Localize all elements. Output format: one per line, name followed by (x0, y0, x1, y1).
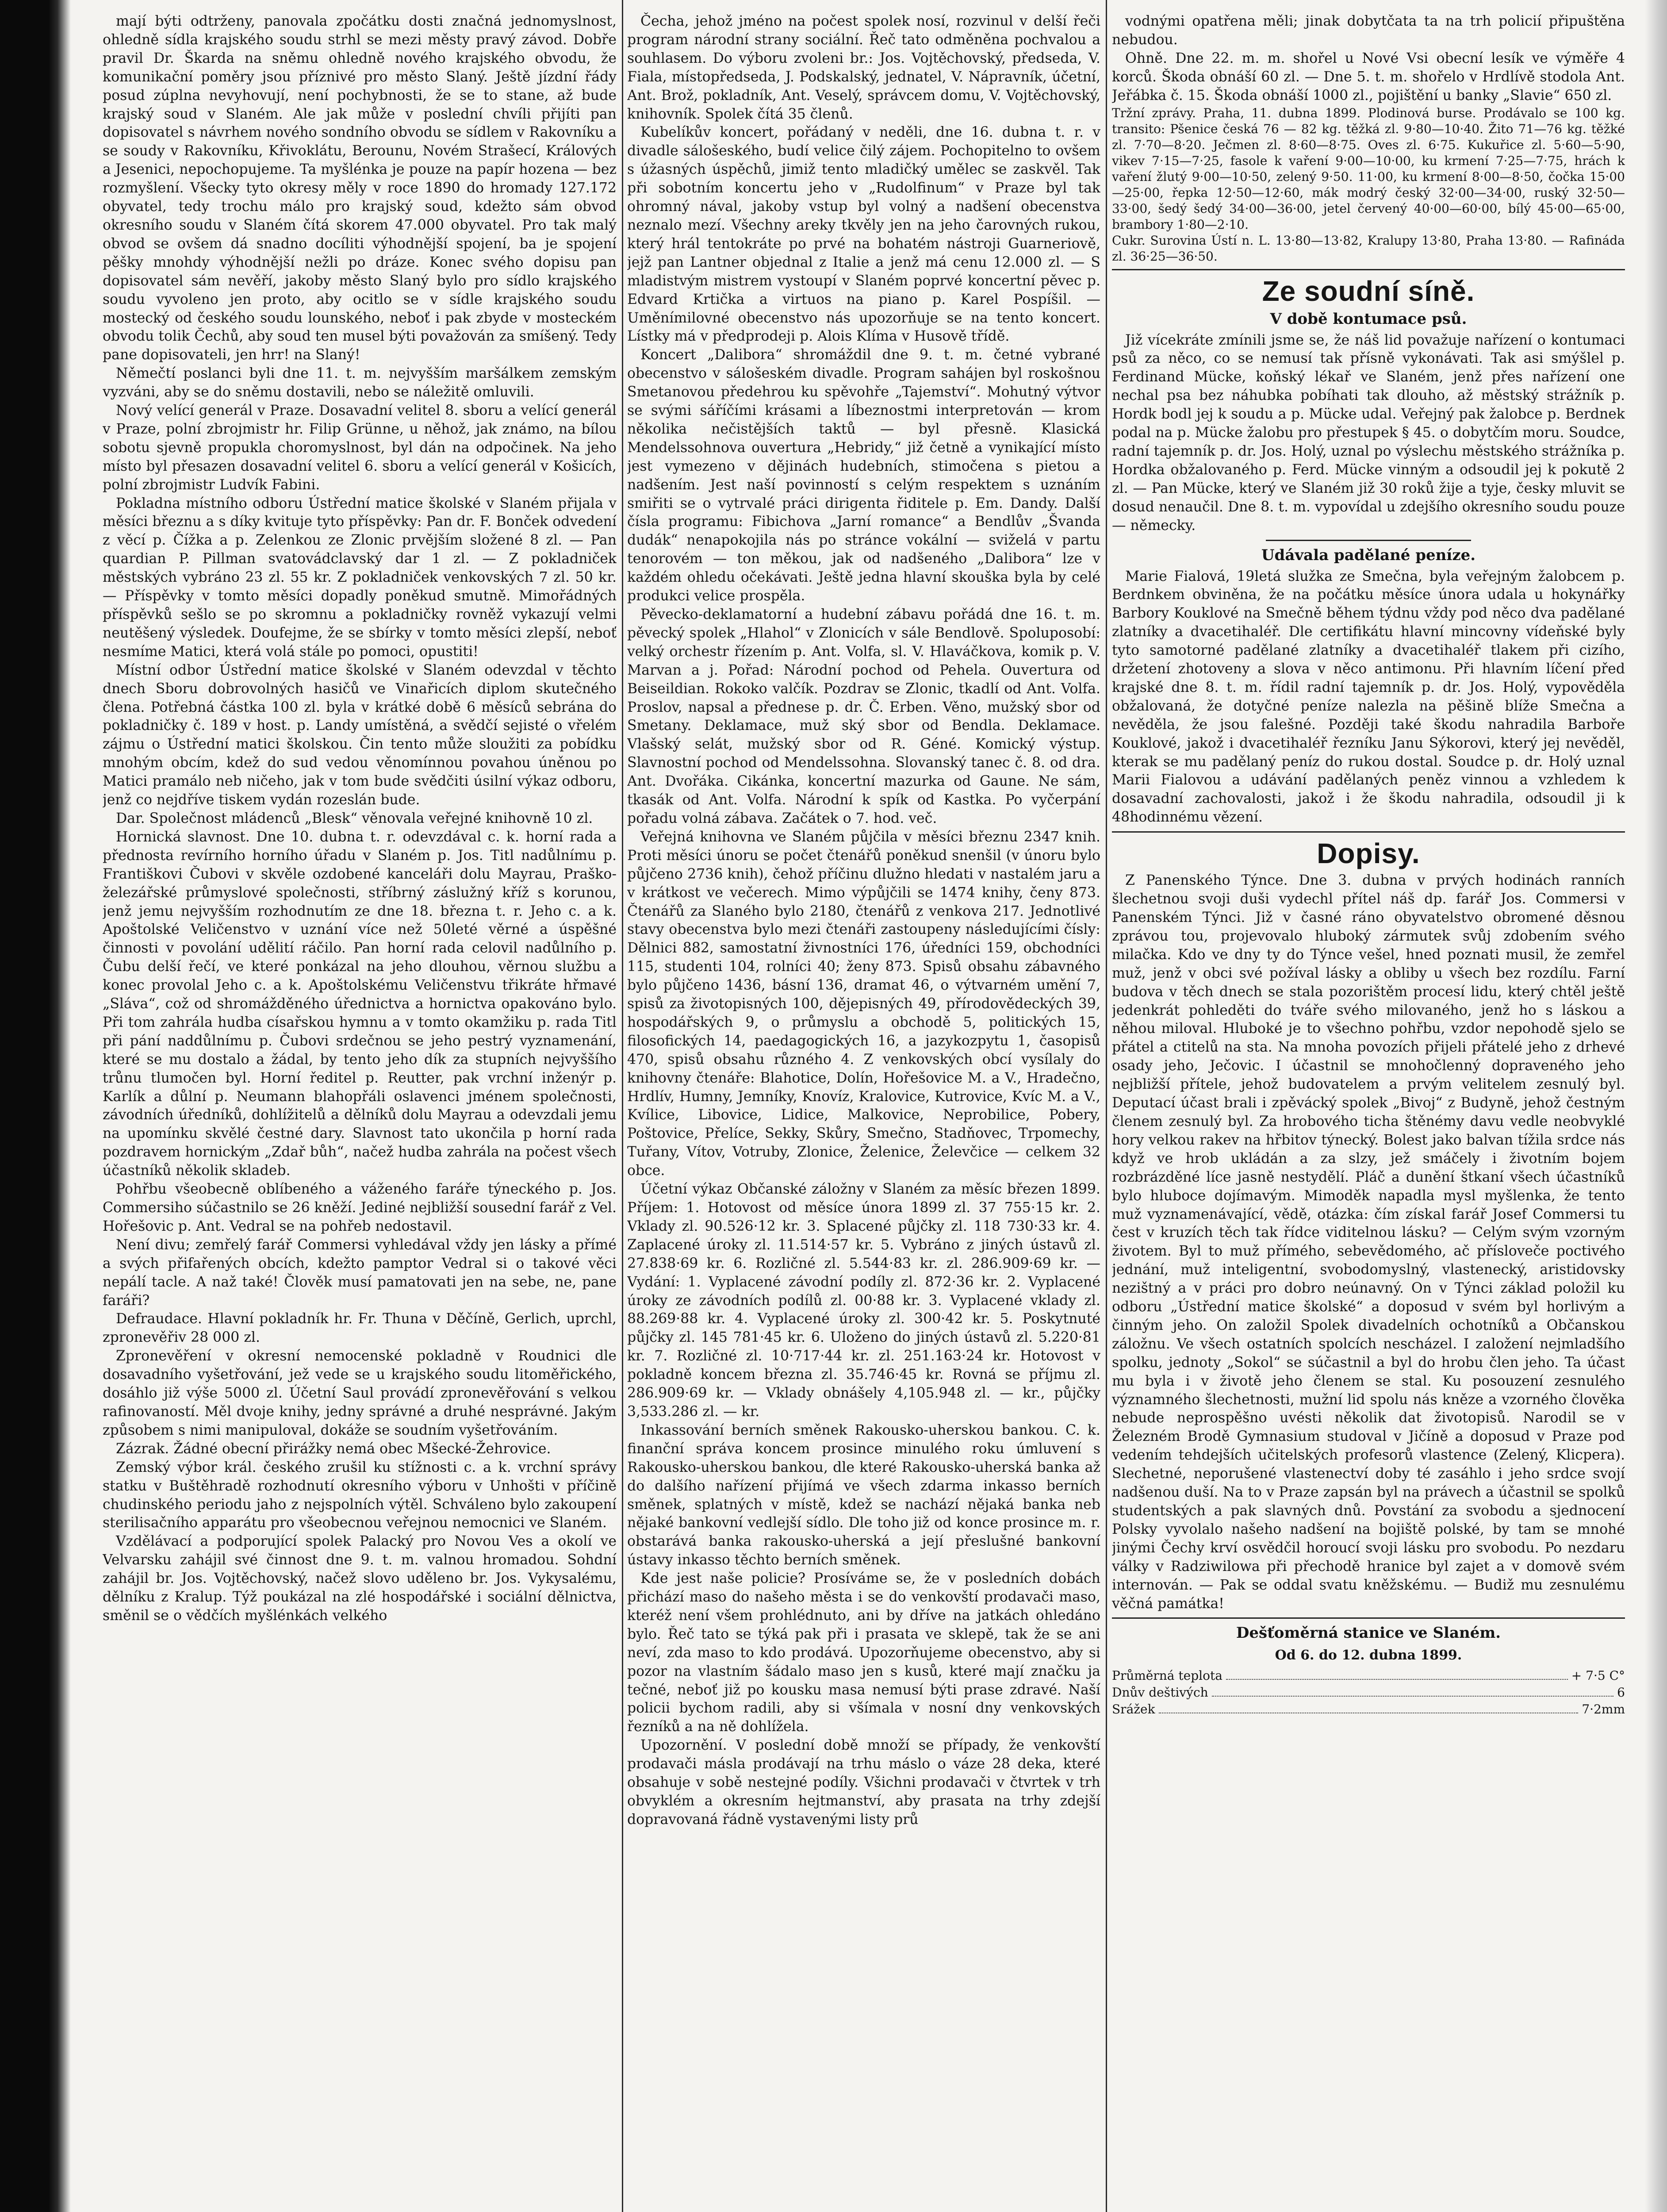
letters-section-title: Dopisy. (1317, 837, 1420, 870)
article-paragraph: Němečtí poslanci byli dne 11. t. m. nejvyšším maršálkem zemským vyzváni, aby se do sněmu dostavili, nebo se náležitě omluvili. (103, 365, 617, 400)
sugar-report: Cukr. Surovina Ústí n. L. 13·80—13·82, Kralupy 13·80, Praha 13·80. — Rafináda zl. 36·25—36·50. (1112, 233, 1625, 264)
article-paragraph: Koncert „Daliborа“ shromáždil dne 9. t. m. četné vybrané obecenstvo v sálošeském divadle. Program sahájen byl roskošnou Smetanovou předehrou ku spěvohře „Tajemství“. Mohutný výtvor se svými sáříčími krásami a líbeznostmi interpretován — krom několika nečistějších taktů — byl přesně. Klasická Mendelssohnova ouvertura „Hebridy,“ již četně a vynikající místo jest vymezeno v dějinách hudebních, stimočena s pietou a nadšením. Jest naší povinností s celým respektem s uznáním smiřiti se o vytrvalé práci dirigenta řiditele p. Em. Dandy. Další čísla programu: Fibichova „Jarní romance“ a Bendlův „Švanda dudák“ nenapokojila nás po stránce vokální — sviželá v partu tenorovém — ton měkou, jak od nadšeného „Dalibora“ lze v každém ohledu očekávati. Ještě jedna hlavní skouška byla by celé produkci velice prospěla. (627, 347, 1100, 604)
article-paragraph: Hornická slavnost. Dne 10. dubna t. r. odevzdával c. k. horní rada a přednosta revírního horního úřadu v Slaném p. Jos. Titl nadůlnímu p. Františkovi Čubovi v skvěle ozdobené kanceláři dolu Mayrau, Praško-železářské průmyslové společnosti, stříbrný záslužný kříž s korunou, jenž jemu nejvyšším rozhodnutím ze dne 18. března t. r. Jeho c. a k. Apoštolské Veličenstvo v uznání více než 50leté věrné a úspěšné činnosti v povolání udělití ráčilo. Pan horní rada celovil nadůlního p. Čubu delší řečí, ve které ponkázal na jeho dlouhou, věrnou službu a konec provolal Jeho c. a k. Apoštolskému Veličenstvu třikráte hřmavé „Sláva“, což od shromážděného úřednictva a hornictva opakováno bylo. Při tom zahrála hudba císařskou hymnu a v tomto okamžiku p. rada Titl při pání naddůlnímu p. Čubovi srdečnou se jeho pestrý vyznamenání, které se mu dostalo a žádal, by tento jeho dík za stupních nejvyššího trůnu tlumočen byl. Horní ředitel p. Reutter, pak vrchní inženýr p. Karlík a důlní p. Neumann blahopřáli oslavenci jménem společnosti, závodních úředníků, dohlížitelů a dělníků dolu Mayrau a odevzdali jemu na upomínku skvělé čestné dary. Slavnost tato ukončila p horní rada pozdravem hornickým „Zdař bůh“, načež hudba zahrála na počest všech účastníků několik skladeb. (103, 829, 617, 1179)
market-report: Tržní zprávy. Praha, 11. dubna 1899. Plodinová burse. Prodávalo se 100 kg. transito: Pšenice česká 76 — 82 kg. těžká zl. 9·80—10·40. Žito 71—76 kg. těžké zl. 7·70—8·20. Ječmen zl. 8·60—8·75. Oves zl. 6·75. Kukuřice zl. 5·60—5·90, vikev 7·15—7·25, fasole k vaření 9·00—10·00, ku krmení 7·25—7·75, hrách k vaření žlutý 9·00—10·50, zelený 9·50. 11·00, ku krmení 8·00—8·50, čočka 15·00—25·00, řepka 12·50—12·60, mák modrý český 32·00—34·00, ruský 32·50—33·00, šedý šedý 34·00—36·00, jetel červený 40·00—60·00, bílý 45·00—65·00, brambory 1·80—2·10. (1112, 105, 1625, 232)
scan-edge-right (1645, 0, 1667, 2212)
court-paragraph: Marie Fialová, 19letá služka ze Smečna, byla veřejným žalobcem p. Berdnkem obviněna, že na počátku měsíce února udala u hokynářky Barbory Kouklové na Smečně během týdnu vždy pod něco dva padělané zlatníky a dvacetihaléř. Dle certifikátu hlavní mincovny vídeňské byly tyto samotorné padělané zlatníky a dvacetihaléř tlakem při cizího, držetení zhotoveny a slova v něco antimonu. Při hlavním líčení před krajské dne 8. t. m. řídil radní tajemník p. dr. Jos. Holý, vypověděla obžalovaná, že dotyčné peníze nalezla na pěšině blíže Smečna a nevěděla, že jsou falešné. Později také škodu nahradila Barboře Kouklové, jakož i dvacetihaléř řezníku Janu Sýkorovi, který jej nevěděl, kterak se mu padělaný peníz do rukou dostal. Soudce p. dr. Holý uznal Marii Fialovou a udávání padělaných peněz vinnou a vzhledem k dosavadní zachovalosti, jakož i že škodu nahradila, odsoudil ji k 48hodinnému vězení. (1112, 568, 1625, 826)
scan-edge-left (0, 0, 71, 2212)
article-paragraph: Není divu; zemřelý farář Commersi vyhledával vždy jen lásky a přímé a svých přifařených obcích, kdežto pamptor Vedral si o takové věci nepálí tacle. A naž také! Člověk musí pamatovati jen na sebe, ne, pane faráři? (103, 1237, 617, 1309)
leader-dots (1212, 1684, 1614, 1697)
article-paragraph: mají býti odtrženy, panovala zpočátku dosti značná jednomyslnost, ohledně sídla krajského soudu strhl se mezi městy pravý závod. Dobře pravil Dr. Škarda na sněmu ohledně nového krajského obvodu, že komunikační poměry jsou příznivé pro město Slaný. Ještě jízdní řády posud zúplna nevyhovují, není pochybnosti, že se to stane, až bude krajský soud v Slaném. Ale jak může v poslední chvíli přijíti pan dopisovatel s návrhem nového sondního obvodu se sídlem v Rakovníku a se soudy v Rakovníku, Křivoklátu, Berounu, Novém Strašecí, Králových a Jesenici, nepochopujeme. Ta myšlénka je pouze na papír hozena — bez rozmyšlení. Všecky tyto okresy měly v roce 1890 do hromady 127.172 obyvatel, tedy trochu málo pro krajský soud, kdežto sám obvod okresního soudu v Slaném čítá skorem 47.000 obyvatel. Pro tak malý obvod se ovšem dá snadno docíliti výhodnější spojení, ba je spojení pěšky mnohdy výhodnější nežli po dráze. Konec svého dopisu pan dopisovatel sám nevěří, jakoby město Slaný bylo pro sídlo krajského soudu vyvoleno jen proto, aby ocitlo se v sídle krajského soudu mostecký od českého soudu lounského, neboť i pak zbyde v mosteckém obvodu tolik Čechů, aby soud ten musel býti považován za smíšený. Tedy pane dopisovateli, jen hrr! na Slaný! (103, 13, 617, 363)
column-2 (627, 12, 1100, 2212)
weather-table (1112, 1667, 1625, 1718)
weather-row (1112, 1667, 1625, 1684)
article-paragraph: Defraudace. Hlavní pokladník hr. Fr. Thuna v Děčíně, Gerlich, uprchl, zpronevěřiv 28 000 zl. (103, 1311, 617, 1346)
weather-row (1112, 1701, 1625, 1718)
weather-label: Dnův deštivých (1112, 1685, 1208, 1700)
divider (1266, 540, 1471, 541)
weather-label: Srážek (1112, 1702, 1155, 1717)
article-paragraph: Kubelíkův koncert, pořádaný v neděli, dne 16. dubna t. r. v divadle sálošeského, budí velice čilý zájem. Pochopitelno to ovšem s úžasných úspěchů, jimiž tento mladičký umělec se zaskvěl. Tak při sobotním koncertu jeho v „Rudolfinum“ v Praze byl tak ohromný nával, jakoby vstup byl volný a nadšení obecenstva neznalo mezí. Všechny areky tkvěly jen na jeho čarovných rukou, který hrál tentokráte po prvé na bohatém nástroji Guarneriově, jejž pan Lantner objednal z Italie a jenž má cenu 12.000 zl. — S mladistvým mistrem vystoupí v Slaném poprvé koncertní pěvec p. Edvard Krtička a virtuos na piano p. Karel Pospíšil. — Uměnímilovné obecenstvo nás upozorňuje se na tento koncert. Lístky má v předprodeji p. Alois Klíma v Husově třídě. (627, 124, 1100, 345)
article-paragraph: Upozornění. V poslední době množí se případy, že venkovští prodavači másla prodávají na trhu máslo o váze 28 deka, které obsahuje v sobě nestejné podíly. Všichni prodavači v čtvrtek v trh obvyklém a okresním hejtmanství, aby prasata na trhy zdejší dopravovaná řádně vystavenými listy prů (627, 1737, 1100, 1828)
article-paragraph: Vzdělávací a podporující spolek Palacký pro Novou Ves a okolí ve Velvarsku zahájil své činnost dne 9. t. m. valnou hromadou. Sohdní zahájil br. Jos. Vojtěchovský, načež slovo uděleno br. Jos. Vykysalému, dělníku z Kralup. Týž poukázal na zlé hospodářské i sociální dělnictva, směnil se o vědčích myšlénkách velkého (103, 1533, 617, 1624)
court-paragraph: Již vícekráte zmínili jsme se, že náš lid považuje nařízení o kontumaci psů za něco, co se nemusí tak přísně vykonávati. Tak asi smýšlel p. Ferdinand Mücke, koňský lékař ve Slaném, jenž přes nařízení one nechal psa bez náhubka pobíhati tak dlouho, až městský strážník p. Hordk bodl jej k soudu a p. Mücke udal. Veřejný pak žalobce p. Berdnek podal na p. Mücke žalobu pro přestupek § 45. o dobytčím moru. Soudce, radní tajemník p. dr. Jos. Holý, uznal po výslechu městského strážníka p. Hordka obžalovaného p. Ferd. Mücke vinným a odsoudil jej k pokutě 2 zl. — Pan Mücke, který ve Slaném již 30 roků žije a tyje, česky mluvit se dosud nenaučil. Dne 8. t. m. vypovídal u zdejšího okresního soudu pouze — německy. (1112, 332, 1625, 534)
column-rule (622, 0, 623, 2212)
article-paragraph: Zpronevěření v okresní nemocenské pokladně v Roudnici dle dosavadního vyšetřování, jež vede se u krajského soudu litoměřického, dosáhlo již výše 5000 zl. Účetní Saul provádí zpronevěřování s velkou rafinovaností. Měl dvoje knihy, jedny správné a druhé nesprávné. Jakým způsobem s nimi manipuloval, dokáže se soudním vyšetřováním. (103, 1348, 617, 1438)
weather-row (1112, 1684, 1625, 1701)
weather-value: 6 (1617, 1685, 1625, 1700)
court-section-title: Ze soudní síně. (1262, 275, 1475, 307)
article-paragraph: Kde jest naše policie? Prosíváme se, že v posledních dobách přichází maso do našeho města i se do venkovští prodavači maso, kteréž není všem prohlédnuto, ani by dříve na jatkách ohledáno bylo. Řeč tato se týká pak při i prasata ve sklepě, tak že se ani neví, zda maso to kdo prodává. Upozorňujeme obecenstvo, aby si pozor na vlastním šádalo maso jen s kusů, které mají značku ja tečné, neboť již po kousku masa nemusí býti prase zdravé. Naší policii bychom radili, aby si všímala v nosní dny venkovských řezníků a na ně dohlížela. (627, 1571, 1100, 1735)
article-paragraph: Místní odbor Ústřední matice školské v Slaném odevzdal v těchto dnech Sboru dobrovolných hasičů ve Vinařicích diplom skutečného člena. Potřebná částka 100 zl. byla v krátké době 6 měsíců sebrána do pokladničky č. 189 v host. p. Landy umístěná, a svědčí sejisté o vřelém zájmu o Ústřední matici školskou. Čin tento může sloužiti za pobídku mnohým obcím, kdež do sud vedou věnomínnou povahou úněnou po Matici pramálo neb ničeho, jak v tom bude svědčiti úsilní výkaz odboru, jenž co nejdříve tiskem vydán rozeslán bude. (103, 662, 617, 808)
article-paragraph: Dar. Společnost mládenců „Blesk“ věnovala veřejné knihovně 10 zl. (116, 810, 593, 826)
leader-dots (1226, 1667, 1568, 1680)
article-paragraph: Účetní výkaz Občanské záložny v Slaném za měsíc březen 1899. Příjem: 1. Hotovost od měsíce února 1899 zl. 37 755·15 kr. 2. Vklady zl. 90.526·12 kr. 3. Splacené půjčky zl. 118 730·33 kr. 4. Zaplacené úroky zl. 11.514·57 kr. 5. Vybráno z jiných ústavů zl. 27.838·69 kr. 6. Rozličné zl. 5.544·83 kr. zl. 286.909·69 kr. — Vydání: 1. Vyplacené závodní podíly zl. 872·36 kr. 2. Vyplacené úroky ze závodních podílů zl. 00·88 kr. 3. Vyplacené vklady zl. 88.269·88 kr. 4. Vyplacené úroky zl. 300·42 kr. 5. Poskytnuté půjčky zl. 145 781·45 kr. 6. Uloženo do jiných ústavů zl. 5.220·81 kr. 7. Rozličné zl. 10·717·44 kr. zl. 251.163·24 kr. Hotovost v pokladně koncem března zl. 35.746·45 kr. Rovná se příjmu zl. 286.909·69 kr. — Vklady obnášely 4,105.948 zl. — kr., půjčky 3,533.286 zl. — kr. (627, 1181, 1100, 1420)
weather-value: + 7·5 C° (1571, 1668, 1625, 1683)
article-paragraph: Pohřbu všeobecně oblíbeného a váženého faráře týneckého p. Jos. Commersiho súčastnilo se 26 kněží. Jediné nejbližší sousední farář z Vel. Hořešovic p. Ant. Vedral se na pohřeb nedostavil. (103, 1181, 617, 1234)
article-paragraph: Nový velící generál v Praze. Dosavadní velitel 8. sboru a velící generál v Praze, polní zbrojmistr hr. Filip Grünne, u něhož, jak známo, na bílou sobotu sjevně propukla choromyslnost, byl dán na odpočinek. Na jeho místo byl přesazen dosavadní velitel 6. sboru a velící generál v Košicích, polní zbrojmistr Ludvík Fabini. (103, 403, 617, 493)
weather-station-title: Dešťoměrná stanice ve Slaném. (1236, 1624, 1501, 1642)
article-paragraph: Čecha, jehož jméno na počest spolek nosí, rozvinul v delší řeči program národní strany sociální. Řeč tato odměněna pochvalou a souhlasem. Do výboru zvoleni br.: Jos. Vojtěchovský, předseda, V. Fiala, místopředseda, J. Podskalský, jednatel, V. Nápravník, účetní, Ant. Brož, pokladník, Ant. Veselý, správcem domu, V. Vojtěchovský, knihovník. Spolek čítá 35 členů. (627, 13, 1100, 122)
column-1 (103, 12, 617, 2212)
letter-paragraph: Z Panenského Týnce. Dne 3. dubna v prvých hodinách ranních šlechetnou svoji duši vydechl přítel náš dp. farář Jos. Commersi v Panenském Týnci. Již v časné ráno obyvatelstvo obromené děsnou zprávou tou, projevovalo hluboký zármutek svůj zdobením svého milačka. Kdo ve dny ty do Týnce vešel, hned poznati musil, že zemřel muž, jenž v obci své požíval lásky a obliby u všech bez rozdílu. Farní budova v těch dnech se stala pozorištěm procesí lidu, který chtěl ještě jedenkrát pohleděti do tváře svého milovaného, jenž ho s láskou a něhou miloval. Hluboké je to všechno pohřbu, vzdor nepohodě sjelo se přátel a ctitelů na sta. Na mnoha povozích přijeli přátelé jeho z drhevé osady jeho, Ječovic. I účastnil se mnohočlenný dopraveného jeho nejbližší přítele, jehož budovatelem a prvým velitelem zesnulý byl. Deputací účast brali i zpěvácký spolek „Bivoj“ z Budyně, jehož čestným členem zesnulý byl. Za hrobového ticha štěnémy davu vedle neobvyklé hory velkou rakev na hřbitov týnecký. Bolest jako balvan tížila srdce nás když ve hrob ukládán a za slzy, jež smáčely i životním bojem rozbrázděné líce jasně nestydělí. Pláč a dunění štkaní všech účastníků bylo hluboce dojímavým. Mimoděk napadla mysl myšlenka, že tento muž vyznamenávající, vědě, otázka: čím získal farář Josef Commersi tu čest v kruzích těch tak řídce viditelnou lásku? — Celým svým vzorným životem. Byl to muž přímého, sebevědomého, ač přísloveče poctivého jednání, muž inteligentní, svobodomyslný, vlastenecký, aristidovsky nezištný a v práci pro dobro neúnavný. On v Týnci základ položil ku odboru „Ústřední matice školské“ a doposud v svém byl horlivým a činným jeho. On založil Spolek divadelních ochotníků a Občanskou záložnu. Ve všech ostatních spolcích nescházel. I založení nejmladšího spolku, jednoty „Sokol“ se súčastnil a byl do hrobu člen jeho. Ta účast mu byla i v životě jeho členem se stal. Ku posouzení zesnulého významného šlechetnosti, mužní lid spolu nás kněze a vzorného člověka nebude neprospěšno uvésti několik dat životopisů. Narodil se v Železném Brodě Gymnasium studoval v Jičíně a doposud v Praze pod vedením tehdejších učitelských profesorů vlastence (Zelený, Klicpera). Slechetné, neporušené vlastenectví doby té zasáhlo i jeho srdce svojí nadšenou duší. Na to v Praze zapsán byl na právech a účastnil se spolků studentských a pak slavných dnů. Povstání za svobodu a sjednocení Polsky vyvolalo našeho nadšení na bojiště polské, by tam se mnohé jinými Čechy krví osvědčil horoucí svoji lásku pro svobodu. Po nezdaru války v Radziwilowa při přechodě hranice byl zajet a v domově svém internován. — Pak se oddal svatu kněžskému. — Budiž mu zesnulému věčná památka! (1112, 872, 1625, 1612)
article-paragraph: Veřejná knihovna ve Slaném půjčila v měsíci březnu 2347 knih. Proti měsíci únoru se počet čtenářů poněkud snenšil (v únoru bylo půjčeno 2736 knih), čehož příčinu dlužno hledati v nastalém jaru a v krátkost ve večerech. Mimo výpůjčili se 1474 knihy, čeny 873. Čtenářů za Slaného bylo 2180, čtenářů z venkova 217. Jednotlivé stavy obecenstva bylo mezi čtenáři zastoupeny následujícími čísly: Dělnici 882, samostatní živnostníci 176, úředníci 159, obchodníci 115, studenti 104, rolníci 40; ženy 873. Spisů obsahu zábavného bylo půjčeno 1436, básní 136, dramat 46, o výtvarném umění 7, spisů za životopisných 100, dějepisných 49, přírodovědeckých 39, hospodářských 9, o průmyslu a obchodě 5, politických 15, filosofických 14, paedagogických 16, a jazykozpytu 1, časopisů 470, spisů obsahu různého 4. Z venkovských obcí vysílaly do knihovny čtenáře: Blahotice, Dolín, Hořešovice M. a V., Hradečno, Hrdlív, Humny, Jemníky, Knovíz, Kralovice, Kutrovice, Kvíc M. a V., Kvílice, Libovice, Lidice, Malkovice, Neprobilice, Pobery, Poštovice, Přelíce, Sekky, Skůry, Smečno, Stadňovec, Trpomechy, Tuřany, Vítov, Votruby, Zlonice, Želenice, Želevčice — celkem 32 obce. (627, 829, 1100, 1179)
forgery-title: Udávala padělané peníze. (1261, 546, 1476, 564)
column-rule (1106, 0, 1107, 2212)
column-3 (1112, 12, 1625, 2212)
article-paragraph: Zázrak. Žádné obecní přirážky nemá obec Mšecké-Žehrovice. (116, 1440, 551, 1457)
article-paragraph: vodnými opatřena měli; jinak dobytčata ta na trh policií připuštěna nebudou. (1112, 13, 1625, 48)
article-paragraph: Pokladna místního odboru Ústřední matice školské v Slaném přijala v měsíci březnu a s díky kvituje tyto příspěvky: Pan dr. F. Bonček odvedení z věcí p. Čížka a p. Zelenkou ze Zlonic prvějším složené 8 zl. — Pan quardian P. Pillman svatovádclavský dar 1 zl. — Z pokladniček městských vybráno 23 zl. 55 kr. Z pokladniček venkovských 7 zl. 50 kr. — Příspěvky v tomto měsíci dopadly poněkud smutně. Mimořádných příspěvků sešlo se po skromnu a pokladničky rovněž vykazují velmi neutěšený výsledek. Doufejme, že se sbírky v tomto měsíci zlepší, neboť nesmíme Matici, která volá stále po pomoci, opustiti! (103, 495, 617, 660)
court-subtitle: V době kontumace psů. (1270, 310, 1467, 328)
article-paragraph: Pěvecko-deklamatorní a hudební zábavu pořádá dne 16. t. m. pěvecký spolek „Hlahol“ v Zlonicích v sále Bendlově. Spoluposobí: velký orchestr řízením p. Ant. Volfa, sl. V. Hlaváčkova, komik p. V. Marvan a j. Pořad: Národní pochod od Pehela. Ouvertura od Beiseildian. Rokoko valčík. Pozdrav se Zlonic, tkadlí od Ant. Volfa. Proslov, napsal a přednese p. dr. Č. Erben. Věno, mužský sbor od Smetany. Deklamace, muž ský sbor od Bendla. Deklamace. Vlašský selát, mužský sbor od R. Géné. Komický výstup. Slavnostní pochod od Mendelssohna. Slovanský tanec č. 8. od dra. Ant. Dvořáka. Cikánka, koncertní mazurka od Gaune. Ne sám, tkasák od Ant. Volfa. Národní k spík od Kastka. Po vyčerpání pořadu volná zábava. Začátek o 7. hod. več. (627, 607, 1100, 826)
leader-dots (1159, 1701, 1579, 1713)
divider (1112, 831, 1625, 833)
divider (1112, 1617, 1625, 1619)
article-paragraph: Zemský výbor král. českého zrušil ku stížnosti c. a k. vrchní správy statku v Buštěhradě rozhodnutí okresního výboru v Unhošti v příčině chudinského periodu jaho z nejspolních výtěl. Schváleno bylo zakoupení sterilisačního apparátu pro všeobecnou veřejnou nemocnici ve Slaném. (103, 1459, 617, 1531)
article-paragraph: Inkassování berních směnek Rakousko-uherskou bankou. C. k. finanční správa koncem prosince minulého roku úmluvení s Rakousko-uherskou bankou, dle které Rakousko-uherská banka až do dalšího nařízení přijímá ve všech zdarma inkasso berních směnek, splatných v místě, kdež se nachází nějaká banka neb nějaké bankovní vedlejší sídlo. Dle toho již od konce prosince m. r. obstarává banka rakousko-uherská a její přeslušné bankovní ústavy inkasso těchto berních směnek. (627, 1422, 1100, 1568)
weather-label: Průměrná teplota (1112, 1668, 1222, 1683)
article-paragraph: Ohně. Dne 22. m. m. shořel u Nové Vsi obecní lesík ve výměře 4 korců. Škoda obnáší 60 zl. — Dne 5. t. m. shořelo v Hrdlívě stodola Ant. Jeřábka č. 15. Škoda obnáší 1000 zl., pojištění u banky „Slavie“ 650 zl. (1112, 50, 1625, 104)
divider (1112, 269, 1625, 270)
weather-period: Od 6. do 12. dubna 1899. (1275, 1647, 1462, 1663)
weather-value: 7·2mm (1582, 1702, 1625, 1717)
